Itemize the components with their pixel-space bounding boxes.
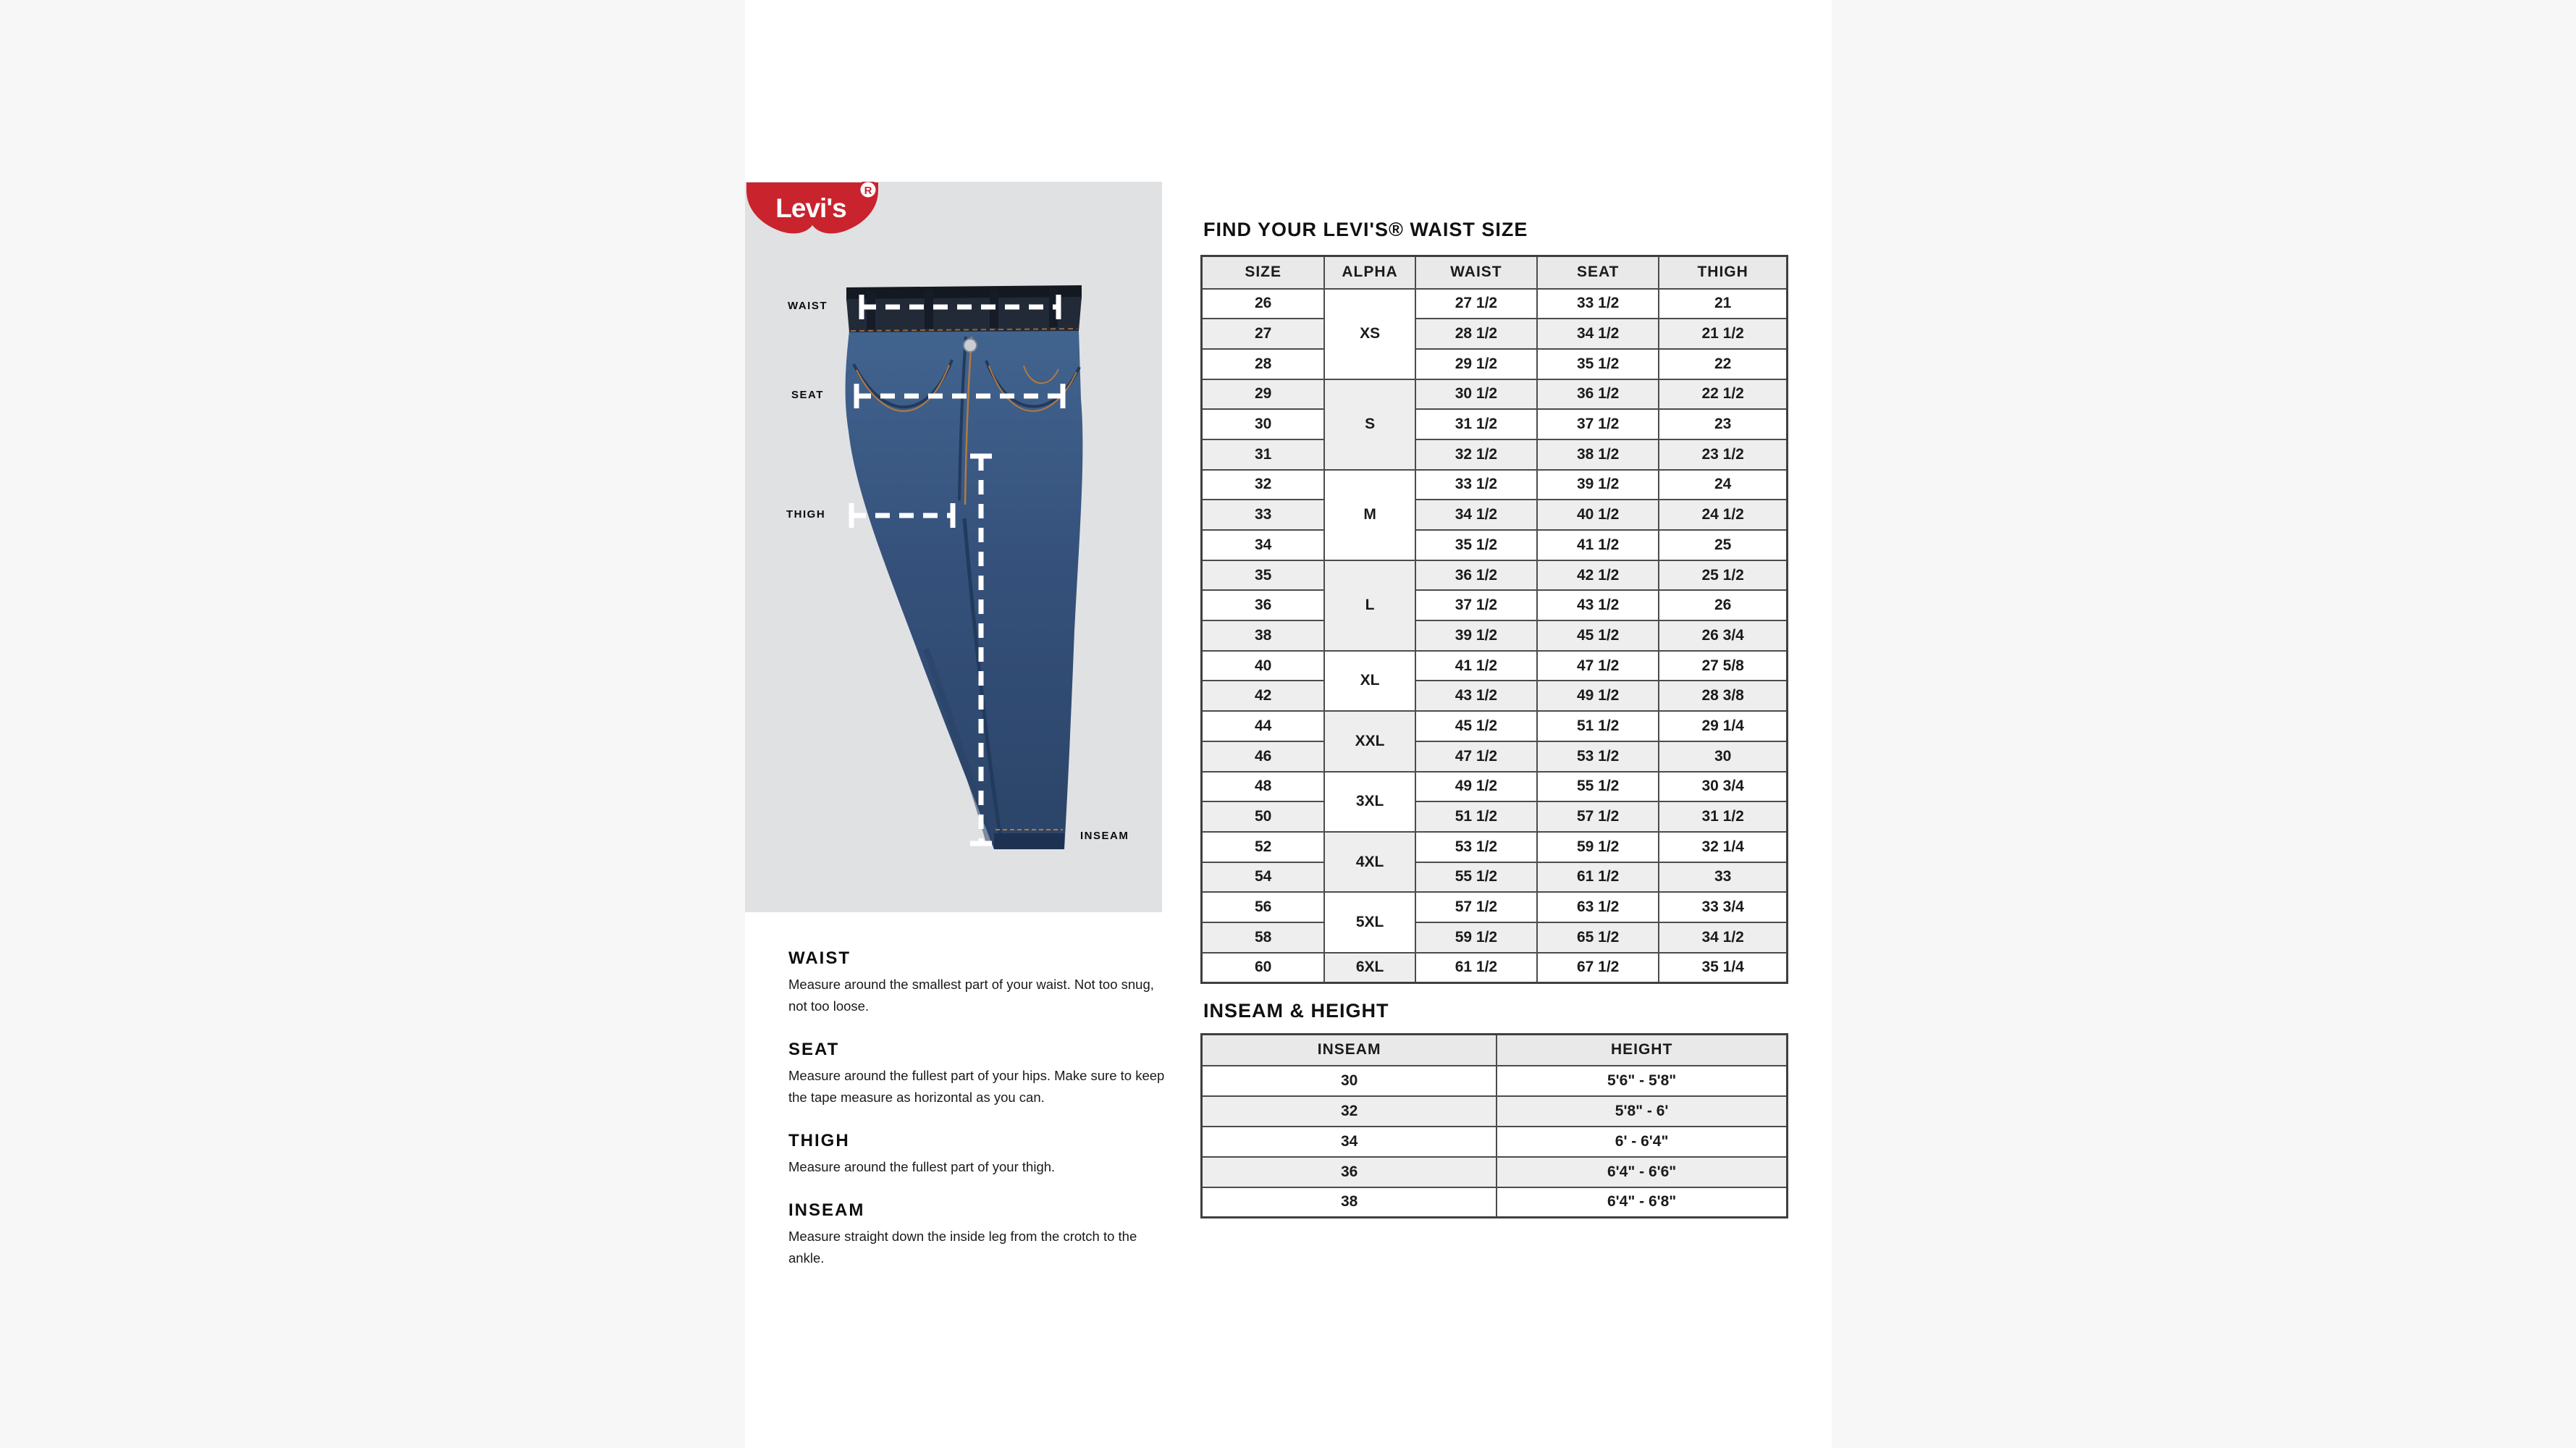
jeans-belt-loop bbox=[867, 290, 875, 329]
jeans-photo bbox=[745, 182, 1162, 912]
jeans-button bbox=[964, 339, 977, 352]
inseam-section-title: INSEAM & HEIGHT bbox=[1203, 1000, 1389, 1022]
thigh-cell: 22 1/2 bbox=[1659, 379, 1787, 410]
seat-cell: 33 1/2 bbox=[1537, 289, 1659, 319]
column-header-alpha: ALPHA bbox=[1324, 256, 1415, 289]
seat-cell: 35 1/2 bbox=[1537, 349, 1659, 379]
seat-cell: 57 1/2 bbox=[1537, 801, 1659, 832]
size-cell: 46 bbox=[1202, 741, 1325, 772]
thigh-cell: 23 bbox=[1659, 409, 1787, 439]
size-cell: 26 bbox=[1202, 289, 1325, 319]
alpha-cell-6xl: 6XL bbox=[1324, 953, 1415, 983]
alpha-cell-5xl: 5XL bbox=[1324, 892, 1415, 952]
seat-cell: 49 1/2 bbox=[1537, 681, 1659, 711]
size-row-36 bbox=[1202, 590, 1788, 620]
size-row-38 bbox=[1202, 620, 1788, 651]
inseam-row-38 bbox=[1202, 1187, 1788, 1218]
thigh-cell: 27 5/8 bbox=[1659, 651, 1787, 681]
thigh-cell: 22 bbox=[1659, 349, 1787, 379]
waist-cell: 33 1/2 bbox=[1415, 470, 1537, 500]
thigh-cell: 29 1/4 bbox=[1659, 711, 1787, 741]
registered-mark-icon: R bbox=[864, 185, 872, 197]
inseam-row-34 bbox=[1202, 1127, 1788, 1157]
guide-heading: WAIST bbox=[788, 948, 851, 968]
column-header-seat: SEAT bbox=[1537, 256, 1659, 289]
size-row-34 bbox=[1202, 530, 1788, 560]
seat-cell: 59 1/2 bbox=[1537, 832, 1659, 862]
inseam-height-table bbox=[1200, 1033, 1788, 1218]
size-cell: 48 bbox=[1202, 772, 1325, 802]
thigh-cell: 24 1/2 bbox=[1659, 500, 1787, 530]
size-row-54 bbox=[1202, 862, 1788, 893]
size-row-40 bbox=[1202, 651, 1788, 681]
seat-cell: 38 1/2 bbox=[1537, 439, 1659, 470]
size-cell: 44 bbox=[1202, 711, 1325, 741]
size-cell: 58 bbox=[1202, 922, 1325, 953]
thigh-label: THIGH bbox=[786, 508, 826, 521]
size-row-29 bbox=[1202, 379, 1788, 410]
column-header-height: HEIGHT bbox=[1497, 1035, 1787, 1066]
waist-cell: 27 1/2 bbox=[1415, 289, 1537, 319]
size-row-32 bbox=[1202, 470, 1788, 500]
thigh-cell: 30 3/4 bbox=[1659, 772, 1787, 802]
seat-cell: 47 1/2 bbox=[1537, 651, 1659, 681]
size-row-35 bbox=[1202, 560, 1788, 591]
seat-cell: 51 1/2 bbox=[1537, 711, 1659, 741]
thigh-cell: 31 1/2 bbox=[1659, 801, 1787, 832]
guide-heading: INSEAM bbox=[788, 1200, 865, 1220]
waist-cell: 53 1/2 bbox=[1415, 832, 1537, 862]
size-cell: 34 bbox=[1202, 530, 1325, 560]
waist-cell: 57 1/2 bbox=[1415, 892, 1537, 922]
size-table-header-row bbox=[1202, 256, 1788, 289]
thigh-cell: 26 3/4 bbox=[1659, 620, 1787, 651]
size-cell: 29 bbox=[1202, 379, 1325, 410]
size-cell: 52 bbox=[1202, 832, 1325, 862]
size-row-28 bbox=[1202, 349, 1788, 379]
waist-cell: 34 1/2 bbox=[1415, 500, 1537, 530]
waist-cell: 31 1/2 bbox=[1415, 409, 1537, 439]
column-header-inseam: INSEAM bbox=[1202, 1035, 1497, 1066]
guide-section-thigh bbox=[788, 1131, 1165, 1178]
size-cell: 54 bbox=[1202, 862, 1325, 893]
inseam-cell: 34 bbox=[1202, 1127, 1497, 1157]
waist-cell: 29 1/2 bbox=[1415, 349, 1537, 379]
size-cell: 31 bbox=[1202, 439, 1325, 470]
guide-heading: SEAT bbox=[788, 1040, 840, 1059]
waist-cell: 28 1/2 bbox=[1415, 319, 1537, 349]
guide-heading: THIGH bbox=[788, 1131, 850, 1150]
size-cell: 33 bbox=[1202, 500, 1325, 530]
thigh-cell: 33 bbox=[1659, 862, 1787, 893]
waist-cell: 59 1/2 bbox=[1415, 922, 1537, 953]
waist-cell: 45 1/2 bbox=[1415, 711, 1537, 741]
inseam-cell: 38 bbox=[1202, 1187, 1497, 1218]
waist-cell: 30 1/2 bbox=[1415, 379, 1537, 410]
height-cell: 6'4" - 6'6" bbox=[1497, 1157, 1787, 1187]
inseam-cell: 30 bbox=[1202, 1066, 1497, 1096]
thigh-cell: 23 1/2 bbox=[1659, 439, 1787, 470]
measurement-guide bbox=[788, 948, 1165, 1292]
size-row-60 bbox=[1202, 953, 1788, 983]
guide-section-inseam bbox=[788, 1200, 1165, 1269]
thigh-cell: 33 3/4 bbox=[1659, 892, 1787, 922]
waist-cell: 41 1/2 bbox=[1415, 651, 1537, 681]
thigh-cell: 26 bbox=[1659, 590, 1787, 620]
size-row-46 bbox=[1202, 741, 1788, 772]
thigh-cell: 21 bbox=[1659, 289, 1787, 319]
waist-cell: 51 1/2 bbox=[1415, 801, 1537, 832]
alpha-cell-xs: XS bbox=[1324, 289, 1415, 379]
size-row-44 bbox=[1202, 711, 1788, 741]
seat-cell: 65 1/2 bbox=[1537, 922, 1659, 953]
size-row-33 bbox=[1202, 500, 1788, 530]
seat-cell: 45 1/2 bbox=[1537, 620, 1659, 651]
seat-cell: 43 1/2 bbox=[1537, 590, 1659, 620]
waist-cell: 47 1/2 bbox=[1415, 741, 1537, 772]
seat-cell: 37 1/2 bbox=[1537, 409, 1659, 439]
column-header-waist: WAIST bbox=[1415, 256, 1537, 289]
jeans-hem bbox=[994, 833, 1064, 849]
size-cell: 50 bbox=[1202, 801, 1325, 832]
waist-cell: 43 1/2 bbox=[1415, 681, 1537, 711]
jeans-belt-loop bbox=[925, 290, 933, 329]
jeans-waistband bbox=[846, 297, 1082, 332]
column-header-thigh: THIGH bbox=[1659, 256, 1787, 289]
inseam-row-30 bbox=[1202, 1066, 1788, 1096]
alpha-cell-xl: XL bbox=[1324, 651, 1415, 711]
jeans-measurement-panel bbox=[745, 182, 1162, 912]
thigh-cell: 32 1/4 bbox=[1659, 832, 1787, 862]
size-cell: 27 bbox=[1202, 319, 1325, 349]
size-cell: 60 bbox=[1202, 953, 1325, 983]
size-row-27 bbox=[1202, 319, 1788, 349]
waist-cell: 36 1/2 bbox=[1415, 560, 1537, 591]
waist-cell: 39 1/2 bbox=[1415, 620, 1537, 651]
inseam-row-32 bbox=[1202, 1096, 1788, 1127]
seat-cell: 42 1/2 bbox=[1537, 560, 1659, 591]
seat-label: SEAT bbox=[791, 389, 824, 401]
waist-size-table bbox=[1200, 255, 1788, 984]
size-cell: 40 bbox=[1202, 651, 1325, 681]
inseam-label: INSEAM bbox=[1080, 830, 1129, 842]
size-row-48 bbox=[1202, 772, 1788, 802]
levis-logo-text: Levi's bbox=[775, 193, 846, 223]
size-cell: 35 bbox=[1202, 560, 1325, 591]
alpha-cell-l: L bbox=[1324, 560, 1415, 651]
inseam-table-header-row bbox=[1202, 1035, 1788, 1066]
waist-cell: 49 1/2 bbox=[1415, 772, 1537, 802]
seat-cell: 39 1/2 bbox=[1537, 470, 1659, 500]
guide-text: Measure around the fullest part of your thigh. bbox=[788, 1159, 1056, 1174]
inseam-cell: 32 bbox=[1202, 1096, 1497, 1127]
waist-cell: 37 1/2 bbox=[1415, 590, 1537, 620]
height-cell: 6' - 6'4" bbox=[1497, 1127, 1787, 1157]
height-cell: 5'6" - 5'8" bbox=[1497, 1066, 1787, 1096]
size-row-52 bbox=[1202, 832, 1788, 862]
seat-cell: 55 1/2 bbox=[1537, 772, 1659, 802]
thigh-cell: 25 1/2 bbox=[1659, 560, 1787, 591]
size-row-42 bbox=[1202, 681, 1788, 711]
waist-cell: 61 1/2 bbox=[1415, 953, 1537, 983]
height-cell: 6'4" - 6'8" bbox=[1497, 1187, 1787, 1218]
alpha-cell-3xl: 3XL bbox=[1324, 772, 1415, 832]
seat-cell: 41 1/2 bbox=[1537, 530, 1659, 560]
size-row-50 bbox=[1202, 801, 1788, 832]
thigh-cell: 28 3/8 bbox=[1659, 681, 1787, 711]
size-cell: 36 bbox=[1202, 590, 1325, 620]
size-section-title: FIND YOUR LEVI'S® WAIST SIZE bbox=[1203, 219, 1528, 240]
size-row-56 bbox=[1202, 892, 1788, 922]
waist-cell: 32 1/2 bbox=[1415, 439, 1537, 470]
waist-label: WAIST bbox=[788, 300, 828, 312]
alpha-cell-xxl: XXL bbox=[1324, 711, 1415, 771]
thigh-cell: 35 1/4 bbox=[1659, 953, 1787, 983]
thigh-cell: 25 bbox=[1659, 530, 1787, 560]
guide-text: Measure around the fullest part of your hips. Make sure to keep the tape measure as horizontal as you can. bbox=[788, 1068, 1165, 1105]
size-cell: 28 bbox=[1202, 349, 1325, 379]
thigh-cell: 21 1/2 bbox=[1659, 319, 1787, 349]
size-row-26 bbox=[1202, 289, 1788, 319]
waist-cell: 35 1/2 bbox=[1415, 530, 1537, 560]
thigh-cell: 34 1/2 bbox=[1659, 922, 1787, 953]
seat-cell: 61 1/2 bbox=[1537, 862, 1659, 893]
size-cell: 56 bbox=[1202, 892, 1325, 922]
column-header-size: SIZE bbox=[1202, 256, 1325, 289]
inseam-cell: 36 bbox=[1202, 1157, 1497, 1187]
seat-cell: 40 1/2 bbox=[1537, 500, 1659, 530]
guide-section-waist bbox=[788, 948, 1165, 1017]
guide-text: Measure straight down the inside leg from the crotch to the ankle. bbox=[788, 1229, 1137, 1266]
waist-cell: 55 1/2 bbox=[1415, 862, 1537, 893]
alpha-cell-m: M bbox=[1324, 470, 1415, 560]
thigh-cell: 24 bbox=[1659, 470, 1787, 500]
thigh-cell: 30 bbox=[1659, 741, 1787, 772]
seat-cell: 36 1/2 bbox=[1537, 379, 1659, 410]
size-cell: 42 bbox=[1202, 681, 1325, 711]
alpha-cell-4xl: 4XL bbox=[1324, 832, 1415, 892]
seat-cell: 67 1/2 bbox=[1537, 953, 1659, 983]
guide-text: Measure around the smallest part of your waist. Not too snug, not too loose. bbox=[788, 977, 1154, 1014]
alpha-cell-s: S bbox=[1324, 379, 1415, 470]
seat-cell: 63 1/2 bbox=[1537, 892, 1659, 922]
seat-cell: 53 1/2 bbox=[1537, 741, 1659, 772]
size-row-31 bbox=[1202, 439, 1788, 470]
guide-section-seat bbox=[788, 1040, 1165, 1108]
size-cell: 32 bbox=[1202, 470, 1325, 500]
inseam-row-36 bbox=[1202, 1157, 1788, 1187]
seat-cell: 34 1/2 bbox=[1537, 319, 1659, 349]
height-cell: 5'8" - 6' bbox=[1497, 1096, 1787, 1127]
size-cell: 38 bbox=[1202, 620, 1325, 651]
size-cell: 30 bbox=[1202, 409, 1325, 439]
size-row-30 bbox=[1202, 409, 1788, 439]
size-row-58 bbox=[1202, 922, 1788, 953]
